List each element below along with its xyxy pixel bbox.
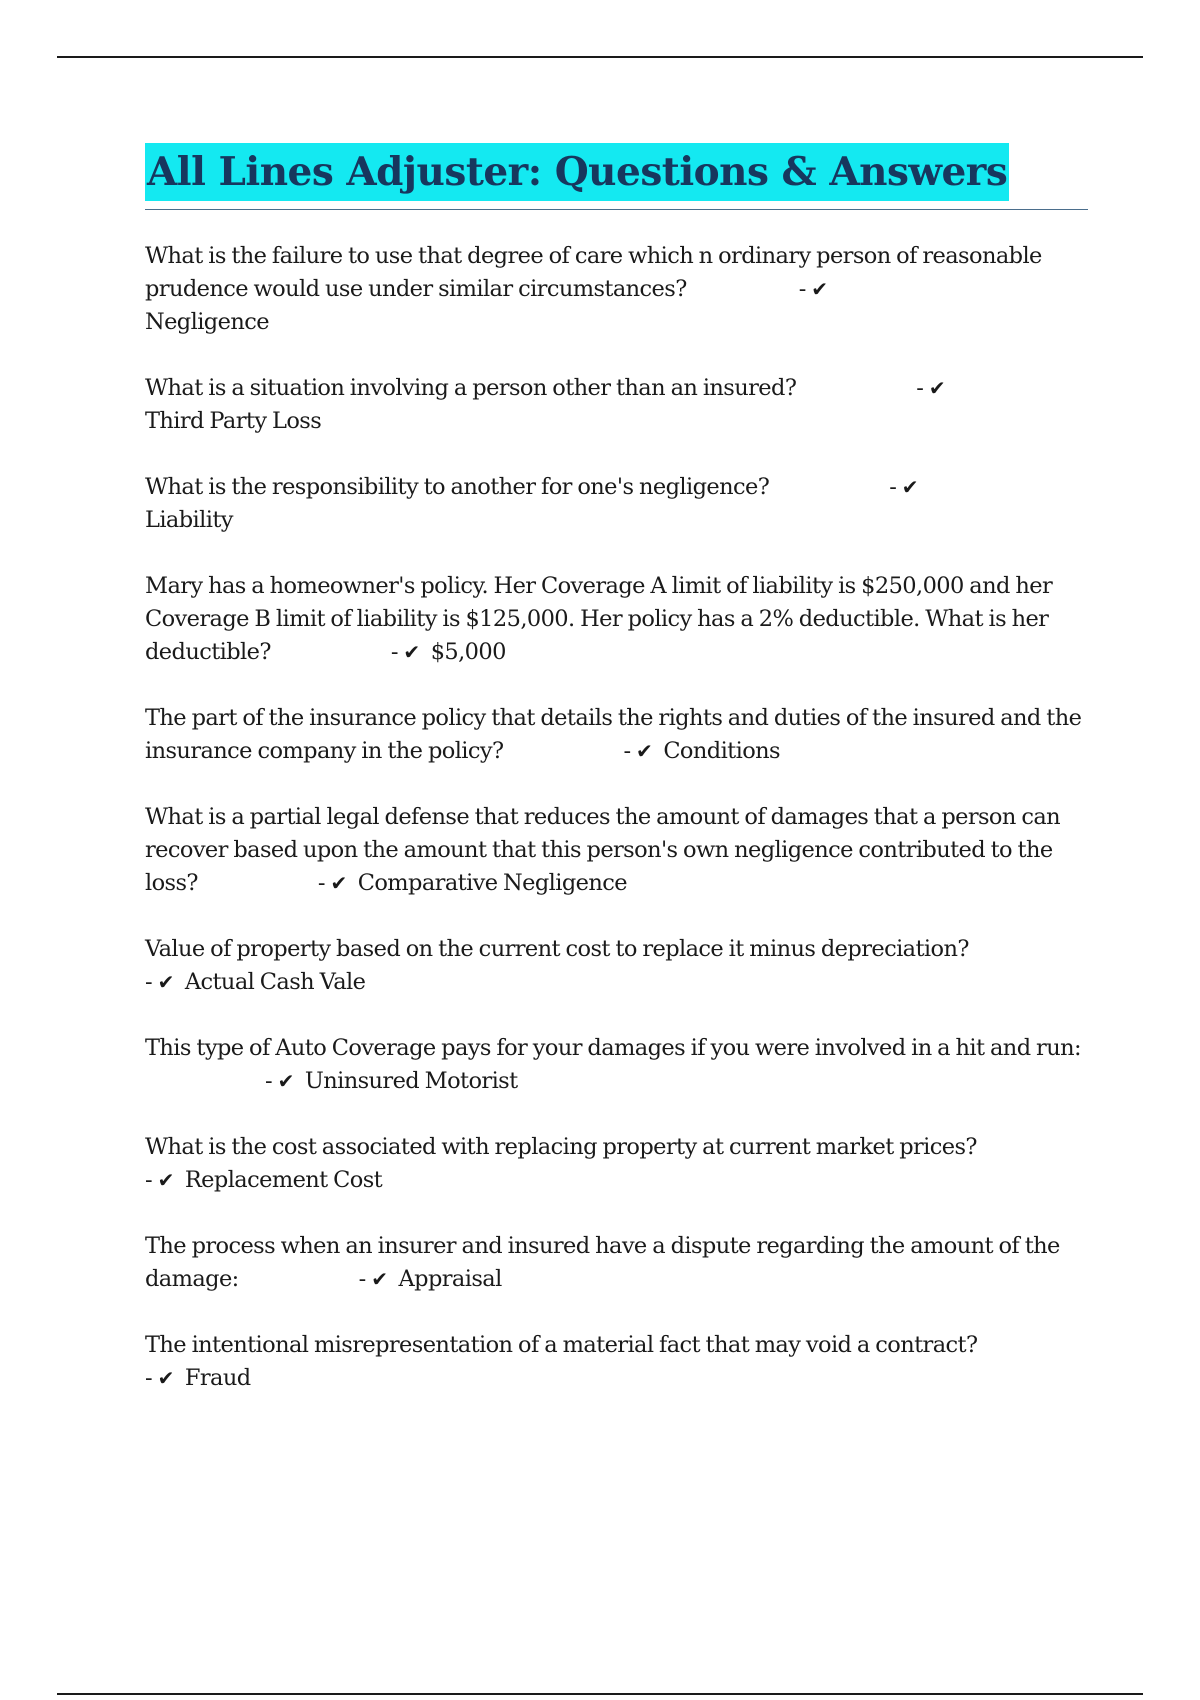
qa-item [145, 570, 1090, 669]
answer-text: Comparative Negligence [357, 870, 627, 896]
check-mark-icon: ✔ [277, 1069, 294, 1093]
answer-text: Replacement Cost [184, 1167, 383, 1193]
answer-text: Appraisal [398, 1266, 502, 1292]
qa-item [145, 471, 1090, 537]
answer-text: Third Party Loss [145, 408, 322, 434]
question-text: Value of property based on the current cost to replace it minus depreciation? [145, 936, 969, 962]
question-text: The intentional misrepresentation of a material fact that may void a contract? [145, 1332, 978, 1358]
answer-dash: - [798, 276, 812, 302]
check-mark-icon: ✔ [157, 1168, 174, 1192]
question-text: The part of the insurance policy that details the rights and duties of the insured and the insurance company in the policy? [145, 705, 1082, 764]
answer-dash: - [358, 1266, 372, 1292]
question-text: The process when an insurer and insured have a dispute regarding the amount of the damage: [145, 1233, 1060, 1292]
answer-dash: - [145, 1365, 158, 1391]
question-text: Mary has a homeowner's policy. Her Coverage A limit of liability is $250,000 and her Coverage B limit of liability is $125,000. Her policy has a 2% deductible. What is her deductible? [145, 573, 1053, 665]
answer-text: $5,000 [430, 639, 506, 665]
qa-item [145, 240, 1090, 339]
question-text: What is a situation involving a person other than an insured? [145, 375, 797, 401]
qa-item [145, 1329, 1090, 1395]
check-mark-icon: ✔ [157, 970, 174, 994]
question-text: What is the failure to use that degree of care which n ordinary person of reasonable prudence would use under similar circumstances? [145, 243, 1042, 302]
qa-item [145, 801, 1090, 900]
answer-dash: - [390, 639, 404, 665]
check-mark-icon: ✔ [330, 871, 347, 895]
qa-item [145, 702, 1090, 768]
answer-text: Conditions [663, 738, 780, 764]
check-mark-icon: ✔ [371, 1267, 388, 1291]
question-text: What is the cost associated with replacing property at current market prices? [145, 1134, 977, 1160]
qa-item [145, 1032, 1090, 1098]
answer-text: Fraud [184, 1365, 251, 1391]
check-mark-icon: ✔ [157, 1366, 174, 1390]
question-text: What is the responsibility to another for one's negligence? [145, 474, 770, 500]
answer-text: Uninsured Motorist [304, 1068, 518, 1094]
check-mark-icon: ✔ [928, 376, 946, 400]
qa-item [145, 1230, 1090, 1296]
answer-dash: - [265, 1068, 278, 1094]
answer-text: Actual Cash Vale [184, 969, 366, 995]
check-mark-icon: ✔ [811, 277, 828, 301]
page-title: All Lines Adjuster: Questions & Answers [145, 143, 1009, 201]
answer-text: Negligence [145, 309, 269, 335]
check-mark-icon: ✔ [901, 475, 918, 499]
answer-dash: - [145, 969, 158, 995]
answer-dash: - [916, 375, 929, 401]
question-text: What is a partial legal defense that reduces the amount of damages that a person can recover based upon the amount that this person's own negligence contributed to the loss? [145, 804, 1061, 896]
qa-item [145, 372, 1090, 438]
answer-dash: - [317, 870, 331, 896]
answer-dash: - [623, 738, 637, 764]
check-mark-icon: ✔ [636, 739, 653, 763]
answer-dash: - [145, 1167, 158, 1193]
answer-text: Liability [145, 507, 233, 533]
top-rule [57, 56, 1143, 58]
qa-item [145, 1131, 1090, 1197]
answer-dash: - [889, 474, 902, 500]
bottom-rule [57, 1693, 1143, 1695]
qa-list [145, 240, 1090, 1428]
qa-item [145, 933, 1090, 999]
check-mark-icon: ✔ [403, 640, 420, 664]
question-text: This type of Auto Coverage pays for your damages if you were involved in a hit and run: [145, 1035, 1081, 1061]
title-block [145, 143, 1088, 210]
